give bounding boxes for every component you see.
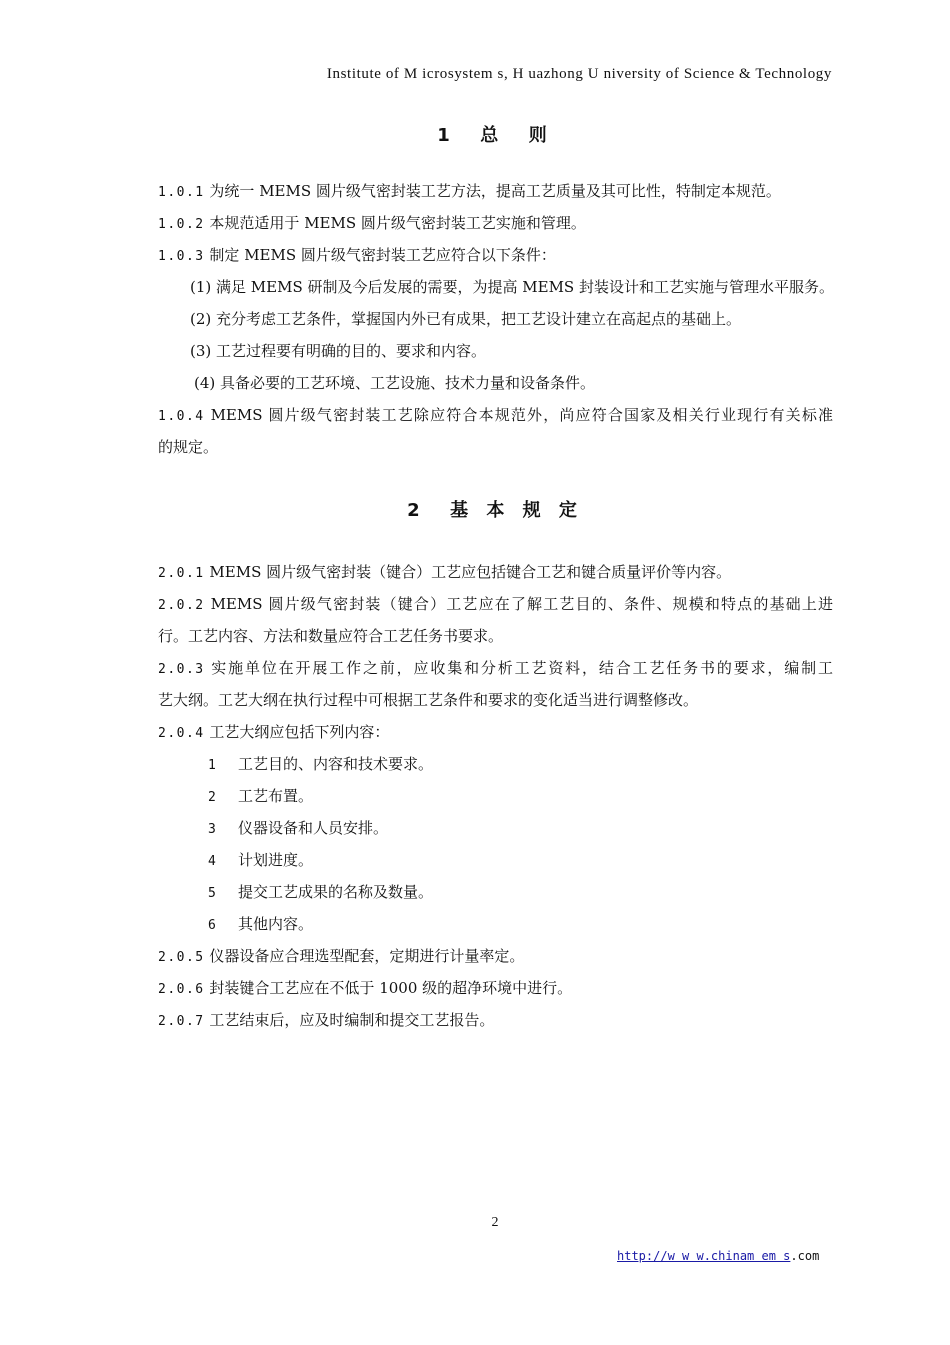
clause-2-0-2-line1 bbox=[158, 594, 833, 616]
outline-item bbox=[208, 818, 388, 840]
clause-number: 2.0.4 bbox=[158, 726, 205, 741]
condition-1: (1) 满足 MEMS 研制及今后发展的需要，为提高 MEMS 封装设计和工艺实施与管理水平服务。 bbox=[190, 278, 834, 296]
clause-number: 1.0.1 bbox=[158, 185, 205, 200]
clause-text: 封装键合工艺应在不低于 1000 级的超净环境中进行。 bbox=[209, 979, 573, 997]
clause-1-0-2 bbox=[158, 213, 586, 235]
clause-number: 1.0.2 bbox=[158, 217, 205, 232]
clause-2-0-3-line2: 艺大纲。工艺大纲在执行过程中可根据工艺条件和要求的变化适当进行调整修改。 bbox=[158, 691, 699, 709]
clause-text: 制定 MEMS 圆片级气密封装工艺应符合以下条件： bbox=[209, 246, 556, 264]
clause-2-0-4 bbox=[158, 722, 389, 744]
outline-item bbox=[208, 882, 433, 904]
clause-text: 仪器设备应合理选型配套，定期进行计量率定。 bbox=[209, 947, 525, 965]
outline-item-text: 仪器设备和人员安排。 bbox=[238, 819, 389, 837]
outline-item-index: 4 bbox=[208, 854, 216, 869]
condition-2: (2) 充分考虑工艺条件，掌握国内外已有成果，把工艺设计建立在高起点的基础上。 bbox=[190, 310, 742, 328]
outline-item-text: 工艺布置。 bbox=[238, 787, 314, 805]
outline-item-index: 1 bbox=[208, 758, 216, 773]
clause-2-0-2-line2: 行。工艺内容、方法和数量应符合工艺任务书要求。 bbox=[158, 627, 504, 645]
clause-number: 2.0.7 bbox=[158, 1014, 205, 1029]
clause-text: 工艺大纲应包括下列内容： bbox=[209, 723, 390, 741]
clause-number: 2.0.2 bbox=[158, 598, 205, 613]
clause-text: MEMS 圆片级气密封装工艺除应符合本规范外，尚应符合国家及相关行业现行有关标准 bbox=[204, 406, 833, 424]
section-1-heading: 1 总 则 bbox=[437, 125, 553, 146]
running-header: Institute of M icrosystem s, H uazhong U niversity of Science & Technology bbox=[326, 66, 832, 82]
outline-item-text: 提交工艺成果的名称及数量。 bbox=[238, 883, 434, 901]
clause-1-0-4-line2: 的规定。 bbox=[158, 438, 219, 456]
outline-item-text: 工艺目的、内容和技术要求。 bbox=[238, 755, 434, 773]
clause-2-0-1 bbox=[158, 562, 731, 584]
condition-4: (4) 具备必要的工艺环境、工艺设施、技术力量和设备条件。 bbox=[194, 374, 596, 392]
clause-text: 工艺结束后，应及时编制和提交工艺报告。 bbox=[209, 1011, 495, 1029]
clause-number: 2.0.1 bbox=[158, 566, 205, 581]
clause-number: 1.0.3 bbox=[158, 249, 205, 264]
clause-text: 本规范适用于 MEMS 圆片级气密封装工艺实施和管理。 bbox=[209, 214, 586, 232]
page-number: 2 bbox=[491, 1215, 499, 1230]
outline-item bbox=[208, 754, 433, 776]
outline-item bbox=[208, 786, 313, 808]
outline-item-index: 3 bbox=[208, 822, 216, 837]
outline-item-index: 2 bbox=[208, 790, 216, 805]
clause-2-0-3-line1 bbox=[158, 658, 833, 680]
footer-link[interactable]: http://w w w.chinam em s bbox=[617, 1249, 791, 1263]
clause-2-0-6 bbox=[158, 978, 572, 1000]
clause-number: 1.0.4 bbox=[158, 409, 205, 424]
clause-number: 2.0.5 bbox=[158, 950, 205, 965]
clause-text: MEMS 圆片级气密封装（键合）工艺应在了解工艺目的、条件、规模和特点的基础上进 bbox=[204, 595, 833, 613]
outline-item-text: 其他内容。 bbox=[238, 915, 314, 933]
clause-text: MEMS 圆片级气密封装（键合）工艺应包括键合工艺和键合质量评价等内容。 bbox=[209, 563, 732, 581]
clause-text: 为统一 MEMS 圆片级气密封装工艺方法，提高工艺质量及其可比性，特制定本规范。 bbox=[209, 182, 781, 200]
clause-number: 2.0.6 bbox=[158, 982, 205, 997]
clause-2-0-5 bbox=[158, 946, 524, 968]
footer-url bbox=[617, 1249, 819, 1263]
clause-1-0-1 bbox=[158, 181, 781, 203]
clause-1-0-3 bbox=[158, 245, 556, 267]
section-2-heading: 2 基 本 规 定 bbox=[407, 500, 583, 521]
outline-item-text: 计划进度。 bbox=[238, 851, 314, 869]
clause-1-0-4-line1 bbox=[158, 405, 833, 427]
outline-item bbox=[208, 914, 313, 936]
outline-item bbox=[208, 850, 313, 872]
clause-number: 2.0.3 bbox=[158, 662, 205, 677]
footer-url-suffix: .com bbox=[790, 1249, 820, 1263]
clause-text: 实施单位在开展工作之前，应收集和分析工艺资料，结合工艺任务书的要求，编制工 bbox=[204, 659, 833, 677]
outline-item-index: 6 bbox=[208, 918, 216, 933]
outline-item-index: 5 bbox=[208, 886, 216, 901]
clause-2-0-7 bbox=[158, 1010, 494, 1032]
condition-3: (3) 工艺过程要有明确的目的、要求和内容。 bbox=[190, 342, 487, 360]
